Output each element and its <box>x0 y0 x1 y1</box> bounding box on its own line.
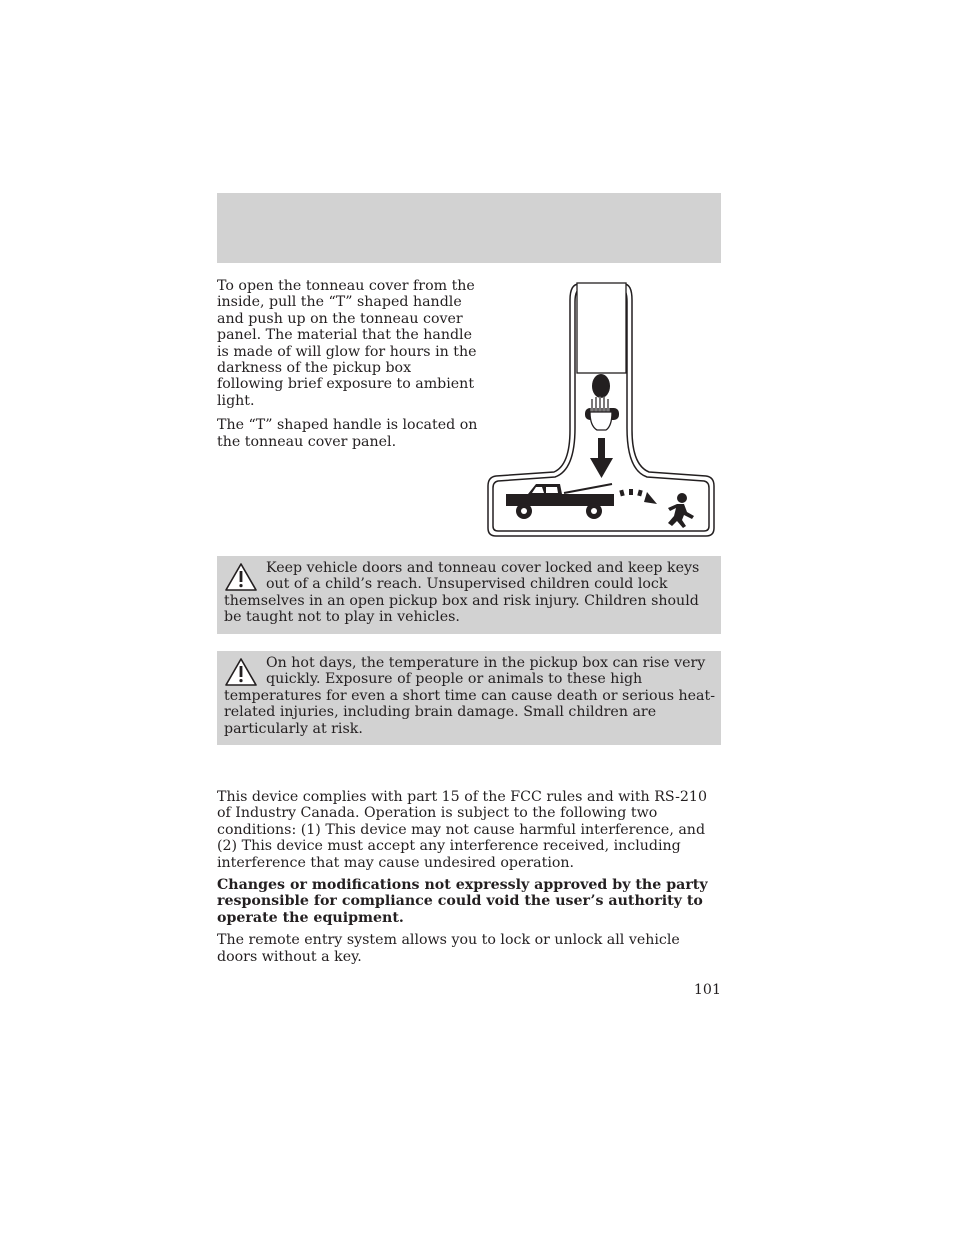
warning-box-child-safety <box>217 556 721 634</box>
arrow-head <box>590 458 613 478</box>
fcc-compliance-section <box>217 789 721 971</box>
page-number: 101 <box>693 982 721 998</box>
warning-box-heat <box>217 651 721 745</box>
fcc-paragraph-1: This device complies with part 15 of the FCC rules and with RS-210 of Industry Canada. Operation is subject to the following two conditions: (1) This device may not cause harmful interference, and (2) This device must accept any interference received, including interference that may cause undesired operation. <box>217 789 707 871</box>
arrow-shaft <box>598 438 605 460</box>
tonneau-release-handle-label <box>484 280 718 540</box>
warning-triangle-icon <box>224 657 258 687</box>
fcc-paragraph-2-bold: Changes or modifications not expressly approved by the party responsible for compliance could void the user’s authority to operate the equipment. <box>217 877 708 926</box>
cover-panel-rect <box>577 283 626 373</box>
warning-triangle-icon <box>224 562 258 592</box>
warning-text-heat: On hot days, the temperature in the pickup box can rise very quickly. Exposure of people or animals to these high temperatures for even a short time can cause death or serious heat-related injuries, including brain damage. Small children are particularly at risk. <box>224 655 715 737</box>
warning-text-child-safety: Keep vehicle doors and tonneau cover locked and keep keys out of a child’s reach. Unsupervised children could lock themselves in an open pickup box and risk injury. Children should be taught not to play in vehicles. <box>224 560 700 626</box>
tonneau-handle-illustration <box>484 280 718 540</box>
section-header-bar <box>217 193 721 263</box>
intro-paragraph-2: The “T” shaped handle is located on the tonneau cover panel. <box>217 417 478 450</box>
intro-text <box>217 278 479 458</box>
intro-paragraph-1: To open the tonneau cover from the inside, pull the “T” shaped handle and push up on the tonneau cover panel. The material that the handle is made of will glow for hours in the darkness of the pickup box following brief exposure to ambient light. <box>217 278 477 409</box>
hand-palm <box>590 412 612 430</box>
fcc-paragraph-3: The remote entry system allows you to lock or unlock all vehicle doors without a key. <box>217 932 680 965</box>
motion-dashes <box>619 489 657 504</box>
running-person-icon <box>668 493 694 528</box>
pickup-truck-icon <box>506 484 614 519</box>
t-handle-knob <box>592 374 610 398</box>
